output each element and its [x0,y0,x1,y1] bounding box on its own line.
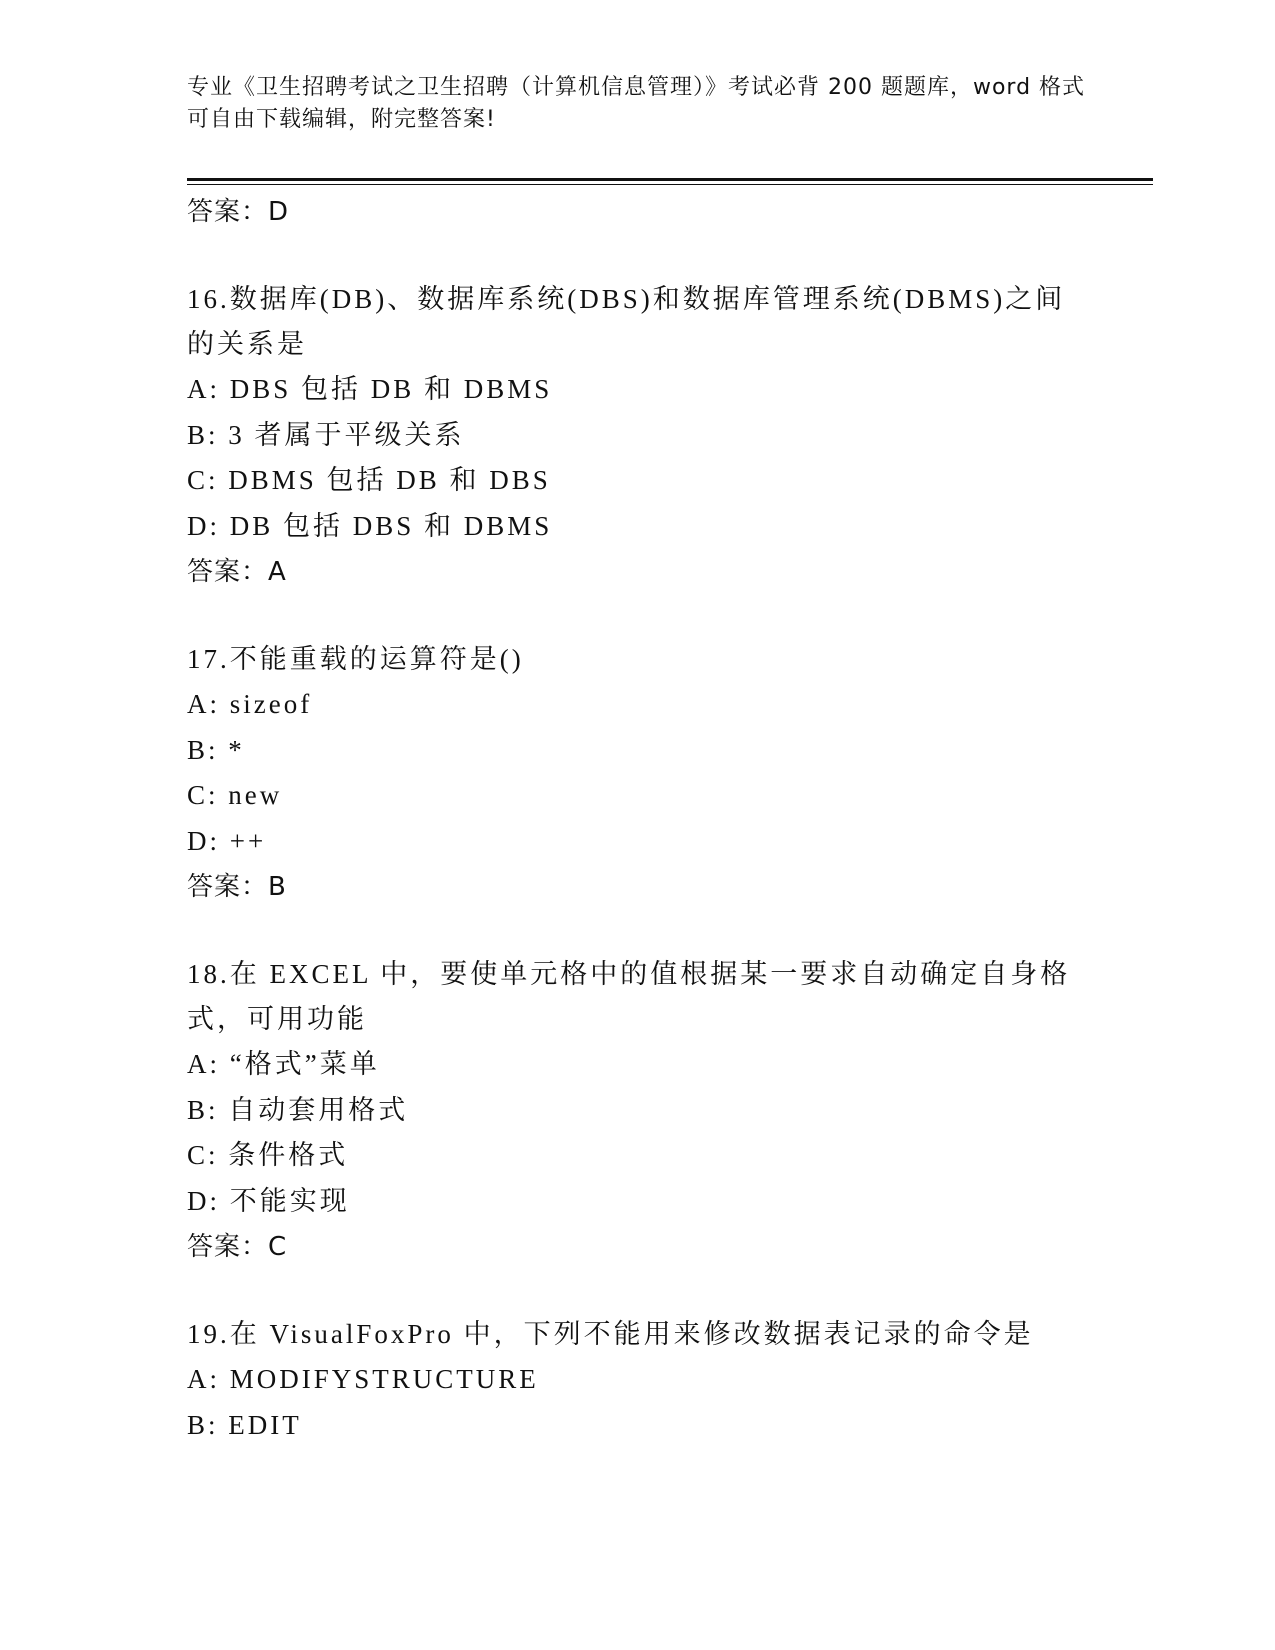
option-a: A: MODIFYSTRUCTURE [187,1364,539,1394]
document-header: 专业《卫生招聘考试之卫生招聘（计算机信息管理）》考试必背 200 题题库，word 格式可自由下载编辑，附完整答案! [187,75,1086,132]
option-d: D: DB 包括 DBS 和 DBMS [187,510,553,541]
question-19 [187,1312,1087,1448]
option-b: B: 3 者属于平级关系 [187,419,465,450]
question-stem: 18.在 EXCEL 中，要使单元格中的值根据某一要求自动确定自身格式，可用功能 [187,959,1071,1034]
question-18 [187,952,1087,1270]
answer-15: 答案：D [187,197,290,227]
header-divider-thick [187,178,1153,181]
question-17 [187,637,1087,910]
answer: 答案：A [187,557,287,587]
option-a: A: “格式”菜单 [187,1049,380,1079]
option-a: A: sizeof [187,689,313,719]
question-list [187,189,1087,1448]
header-divider-thin [187,184,1153,185]
option-c: C: new [187,780,283,810]
option-a: A: DBS 包括 DB 和 DBMS [187,374,553,404]
option-b: B: EDIT [187,1409,302,1440]
option-c: C: DBMS 包括 DB 和 DBS [187,465,551,495]
question-stem: 16.数据库(DB)、数据库系统(DBS)和数据库管理系统(DBMS)之间的关系是 [187,284,1066,359]
answer: 答案：B [187,872,287,902]
option-b: B: 自动套用格式 [187,1094,409,1125]
question-stem: 19.在 VisualFoxPro 中，下列不能用来修改数据表记录的命令是 [187,1319,1034,1349]
option-d: D: ++ [187,825,267,856]
option-d: D: 不能实现 [187,1185,350,1216]
answer: 答案：C [187,1232,288,1262]
question-stem: 17.不能重载的运算符是() [187,644,524,674]
option-c: C: 条件格式 [187,1140,349,1170]
question-16 [187,277,1087,595]
option-b: B: * [187,734,245,765]
